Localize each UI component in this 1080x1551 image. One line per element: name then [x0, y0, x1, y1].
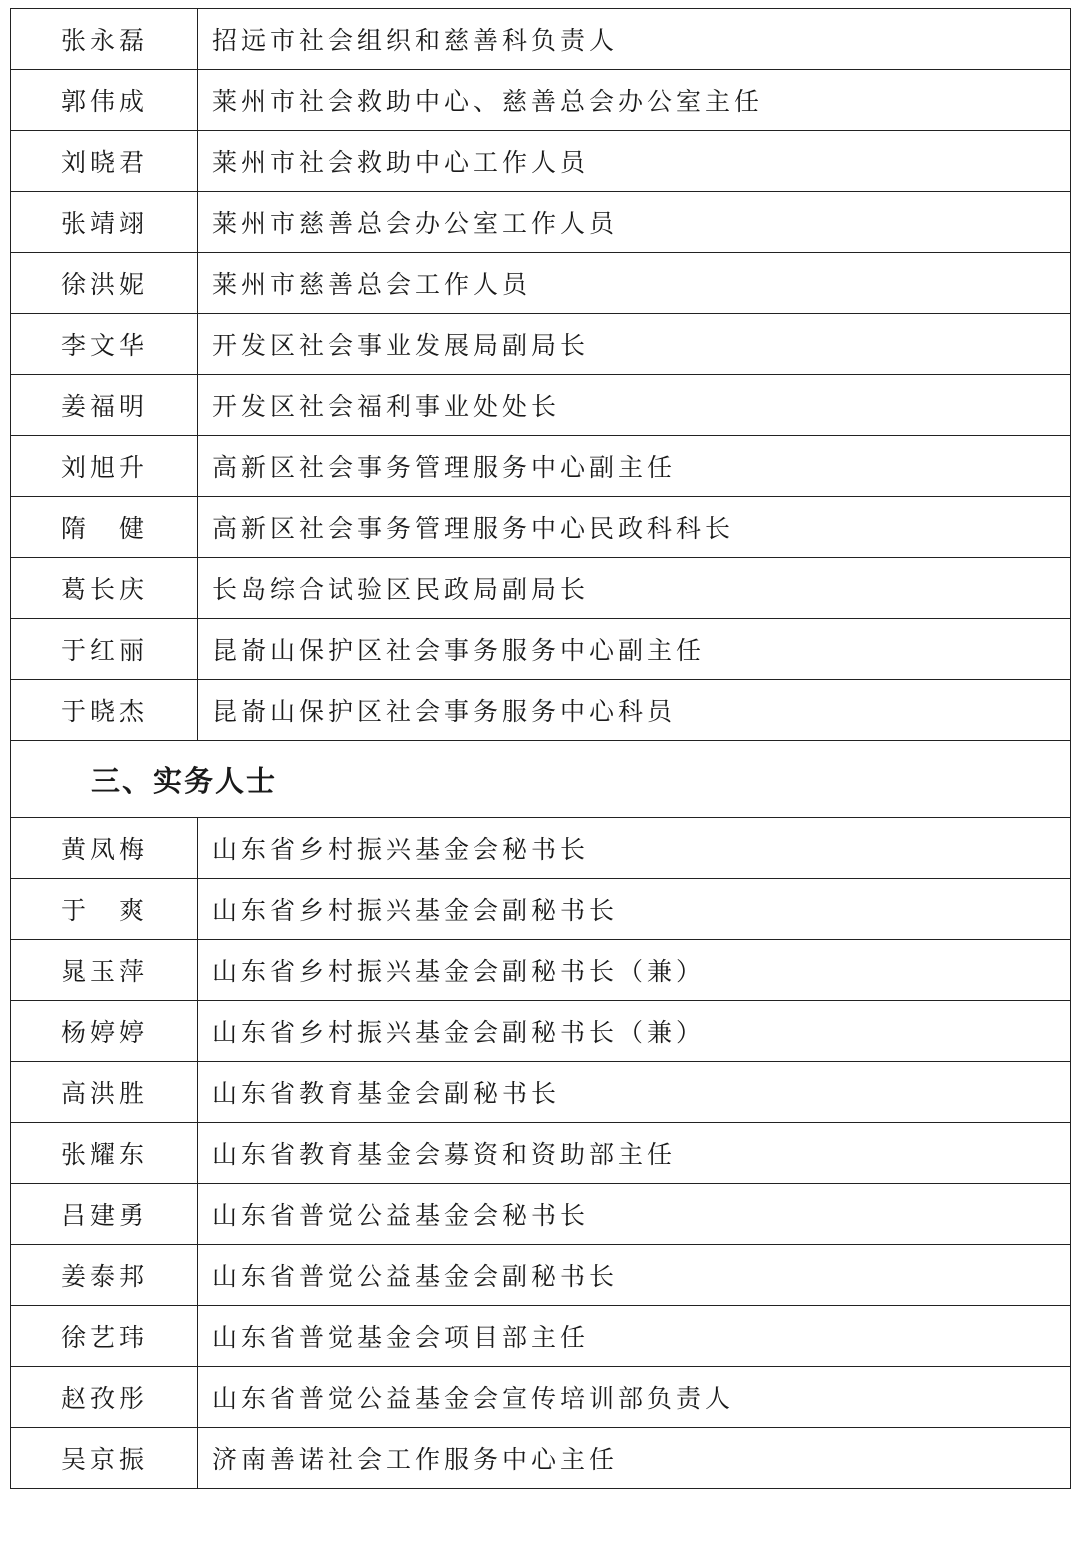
- person-role: 山东省乡村振兴基金会副秘书长（兼）: [198, 940, 1071, 1001]
- table-row: [11, 192, 1071, 253]
- table-row: [11, 314, 1071, 375]
- table-section-bottom: [11, 818, 1071, 1489]
- table-row: [11, 375, 1071, 436]
- table-row: [11, 253, 1071, 314]
- person-role: 山东省普觉公益基金会宣传培训部负责人: [198, 1367, 1071, 1428]
- person-name: 刘晓君: [11, 131, 198, 192]
- table-row: [11, 70, 1071, 131]
- person-name: 刘旭升: [11, 436, 198, 497]
- table-row: [11, 1184, 1071, 1245]
- table-row: [11, 1367, 1071, 1428]
- table-row: [11, 1245, 1071, 1306]
- person-name: 徐洪妮: [11, 253, 198, 314]
- person-name: 郭伟成: [11, 70, 198, 131]
- person-name: 隋 健: [11, 497, 198, 558]
- table-row: [11, 1001, 1071, 1062]
- person-role: 高新区社会事务管理服务中心副主任: [198, 436, 1071, 497]
- section-row: [11, 741, 1071, 818]
- person-role: 济南善诺社会工作服务中心主任: [198, 1428, 1071, 1489]
- section-title: 三、实务人士: [11, 741, 1071, 818]
- person-role: 山东省普觉公益基金会副秘书长: [198, 1245, 1071, 1306]
- person-name: 姜泰邦: [11, 1245, 198, 1306]
- person-name: 赵孜彤: [11, 1367, 198, 1428]
- person-role: 山东省普觉基金会项目部主任: [198, 1306, 1071, 1367]
- person-role: 山东省乡村振兴基金会秘书长: [198, 818, 1071, 879]
- person-name: 张永磊: [11, 9, 198, 70]
- person-role: 开发区社会事业发展局副局长: [198, 314, 1071, 375]
- person-name: 吴京振: [11, 1428, 198, 1489]
- table-row: [11, 879, 1071, 940]
- person-name: 吕建勇: [11, 1184, 198, 1245]
- table-row: [11, 497, 1071, 558]
- document-page: [10, 8, 1071, 1489]
- person-name: 徐艺玮: [11, 1306, 198, 1367]
- table-row: [11, 558, 1071, 619]
- person-role: 山东省普觉公益基金会秘书长: [198, 1184, 1071, 1245]
- table-row: [11, 131, 1071, 192]
- person-name: 葛长庆: [11, 558, 198, 619]
- person-name: 李文华: [11, 314, 198, 375]
- person-role: 山东省乡村振兴基金会副秘书长: [198, 879, 1071, 940]
- table-row: [11, 940, 1071, 1001]
- person-name: 姜福明: [11, 375, 198, 436]
- person-name: 于晓杰: [11, 680, 198, 741]
- table-row: [11, 619, 1071, 680]
- person-role: 山东省乡村振兴基金会副秘书长（兼）: [198, 1001, 1071, 1062]
- person-name: 于红丽: [11, 619, 198, 680]
- table-row: [11, 1123, 1071, 1184]
- table-row: [11, 680, 1071, 741]
- table-row: [11, 1428, 1071, 1489]
- table-section-heading: [11, 741, 1071, 818]
- person-role: 招远市社会组织和慈善科负责人: [198, 9, 1071, 70]
- person-name: 张耀东: [11, 1123, 198, 1184]
- person-role: 昆嵛山保护区社会事务服务中心副主任: [198, 619, 1071, 680]
- table-row: [11, 1306, 1071, 1367]
- person-role: 莱州市社会救助中心、慈善总会办公室主任: [198, 70, 1071, 131]
- table-section-top: [11, 9, 1071, 741]
- table-row: [11, 818, 1071, 879]
- person-role: 莱州市慈善总会办公室工作人员: [198, 192, 1071, 253]
- person-role: 山东省教育基金会募资和资助部主任: [198, 1123, 1071, 1184]
- person-name: 张靖翊: [11, 192, 198, 253]
- personnel-table: [10, 8, 1071, 1489]
- person-name: 高洪胜: [11, 1062, 198, 1123]
- person-name: 杨婷婷: [11, 1001, 198, 1062]
- person-role: 莱州市社会救助中心工作人员: [198, 131, 1071, 192]
- person-name: 晁玉萍: [11, 940, 198, 1001]
- table-row: [11, 9, 1071, 70]
- person-role: 开发区社会福利事业处处长: [198, 375, 1071, 436]
- person-name: 于 爽: [11, 879, 198, 940]
- person-role: 莱州市慈善总会工作人员: [198, 253, 1071, 314]
- person-role: 长岛综合试验区民政局副局长: [198, 558, 1071, 619]
- person-role: 山东省教育基金会副秘书长: [198, 1062, 1071, 1123]
- table-row: [11, 1062, 1071, 1123]
- table-row: [11, 436, 1071, 497]
- person-role: 昆嵛山保护区社会事务服务中心科员: [198, 680, 1071, 741]
- person-role: 高新区社会事务管理服务中心民政科科长: [198, 497, 1071, 558]
- person-name: 黄凤梅: [11, 818, 198, 879]
